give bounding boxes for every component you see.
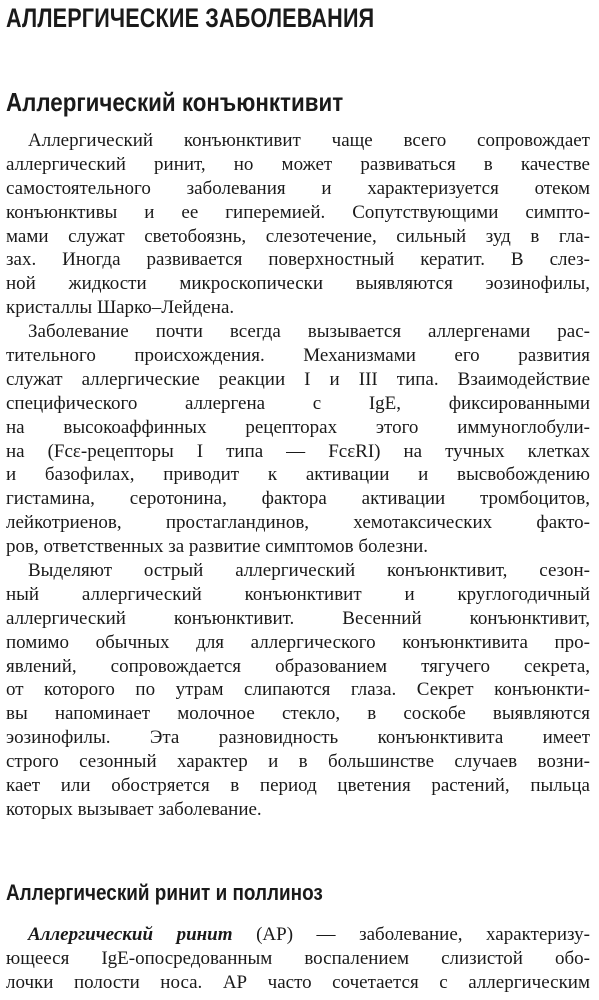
text-line: самостоятельного заболевания и характеризуется отеком bbox=[6, 177, 590, 199]
text-line: лейкотриенов, простагландинов, хемотаксических факто- bbox=[6, 512, 590, 534]
text-line: зах. Иногда развивается поверхностный кератит. В слез- bbox=[6, 249, 590, 271]
text-line bbox=[6, 923, 590, 947]
text-line: помимо обычных для аллергического конъюнктивита про- bbox=[6, 631, 590, 653]
term-allergic-rhinitis: Аллергический ринит bbox=[28, 924, 233, 945]
text-line: эозинофилы. Эта разновидность конъюнктивита имеет bbox=[6, 727, 590, 749]
text-line: ной жидкости микроскопически выявляются эозинофилы, bbox=[6, 273, 590, 295]
text-line: тительного происхождения. Механизмами его развития bbox=[6, 345, 590, 367]
text-line: служат аллергические реакции I и III типа. Взаимодействие bbox=[6, 368, 590, 390]
text-line: гистамина, серотонина, фактора активации тромбоцитов, bbox=[6, 488, 590, 510]
text-line: лочки полости носа. АР часто сочетается с аллергическим bbox=[6, 971, 590, 993]
text-line: которых вызывает заболевание. bbox=[6, 798, 262, 820]
text-line: ющееся IgE-опосредованным воспалением слизистой обо- bbox=[6, 947, 590, 969]
section-title-allergic-rhinitis: Аллергический ринит и поллиноз bbox=[6, 880, 323, 905]
text-run: (АР) — заболевание, характеризу- bbox=[232, 924, 590, 945]
text-line: Выделяют острый аллергический конъюнктивит, сезон- bbox=[28, 560, 590, 582]
text-line: вы напоминает молочное стекло, в соскобе выявляются bbox=[6, 703, 590, 725]
text-line: Заболевание почти всегда вызывается аллергенами рас- bbox=[28, 321, 590, 343]
text-line: аллергический конъюнктивит. Весенний конъюнктивит, bbox=[6, 607, 590, 629]
chapter-title: АЛЛЕРГИЧЕСКИЕ ЗАБОЛЕВАНИЯ bbox=[6, 3, 375, 33]
text-line: на (Fcε-рецепторы I типа — FcεRI) на тучных клетках bbox=[6, 440, 590, 462]
text-line: конъюнктивы и ее гиперемией. Сопутствующими симпто- bbox=[6, 201, 590, 223]
text-line: аллергический ринит, но может развиваться в качестве bbox=[6, 153, 590, 175]
text-line: Аллергический конъюнктивит чаще всего сопровождает bbox=[28, 130, 590, 151]
text-line: явлений, сопровождается образованием тягучего секрета, bbox=[6, 655, 590, 677]
text-line: специфического аллергена с IgE, фиксированными bbox=[6, 392, 590, 414]
text-line: от которого по утрам слипаются глаза. Секрет конъюнкти- bbox=[6, 679, 590, 701]
text-line: кает или обостряется в период цветения растений, пыльца bbox=[6, 775, 590, 797]
section1-body bbox=[6, 129, 590, 822]
text-line: ный аллергический конъюнктивит и круглогодичный bbox=[6, 583, 590, 605]
section-title-allergic-conjunctivitis: Аллергический конъюнктивит bbox=[6, 87, 344, 117]
text-line: и базофилах, приводит к активации и высвобождению bbox=[6, 464, 590, 486]
text-line: мами служат светобоязнь, слезотечение, сильный зуд в гла- bbox=[6, 225, 590, 247]
text-line: кристаллы Шарко–Лейдена. bbox=[6, 297, 235, 319]
text-line: строго сезонный характер и в большинстве случаев возни- bbox=[6, 751, 590, 773]
text-line: на высокоаффинных рецепторах этого иммуноглобули- bbox=[6, 416, 590, 438]
section2-body bbox=[6, 923, 590, 995]
text-line: ров, ответственных за развитие симптомов болезни. bbox=[6, 536, 429, 558]
